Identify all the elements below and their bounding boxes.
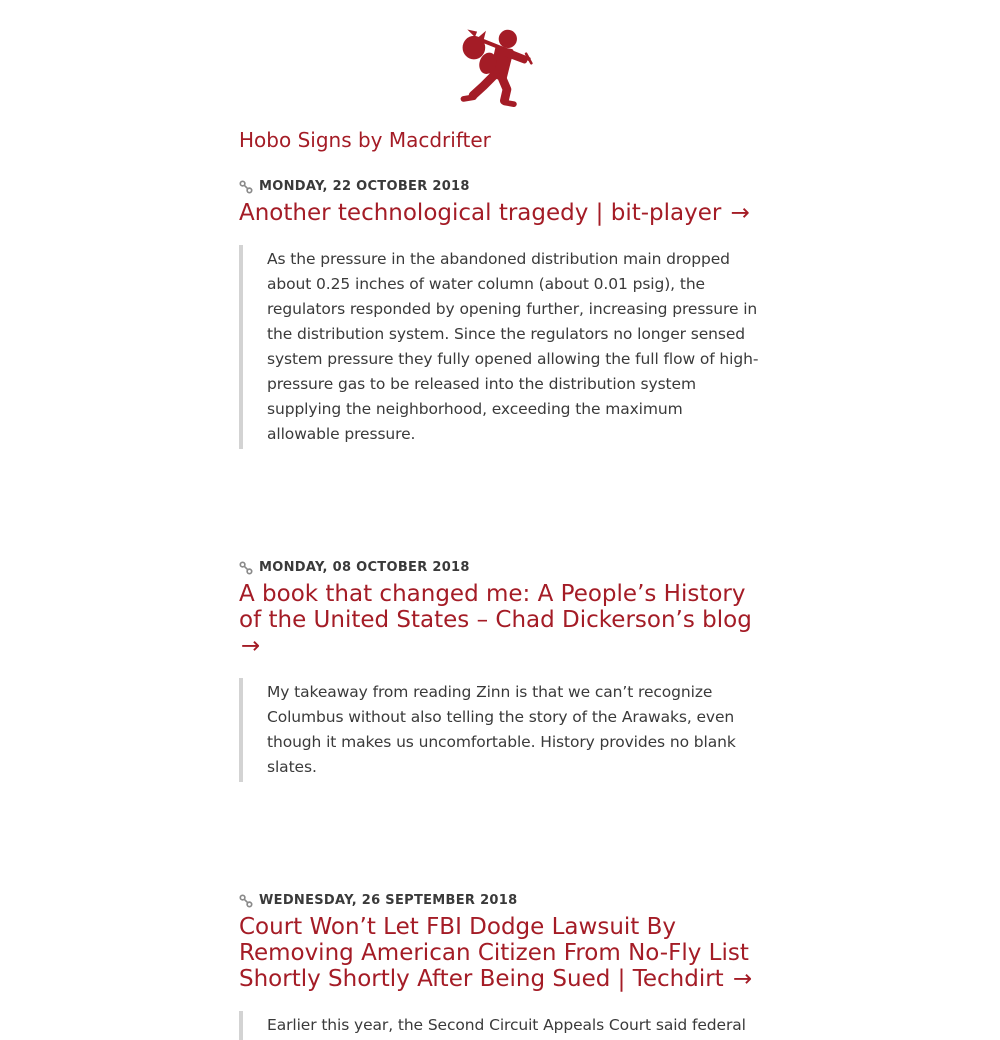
post-title-text: A book that changed me: A People’s History of the United States – Chad Dickerson’s blog <box>239 581 752 633</box>
post-date-row <box>239 893 761 908</box>
permalink-icon[interactable] <box>239 894 253 908</box>
permalink-icon[interactable] <box>239 561 253 575</box>
external-arrow-icon: → <box>730 200 750 226</box>
post-quote: My takeaway from reading Zinn is that we can’t recognize Columbus without also telling the story of the Arawaks, even though it makes us uncomfortable. History provides no blank slates. <box>239 678 759 782</box>
post-date-label: WEDNESDAY, 26 SEPTEMBER 2018 <box>259 893 518 908</box>
post-title-text: Another technological tragedy | bit-player <box>239 200 722 226</box>
post-date-label: MONDAY, 08 OCTOBER 2018 <box>259 560 470 575</box>
hobo-walking-with-bindle-icon <box>452 97 548 116</box>
site-logo-link[interactable] <box>239 25 761 116</box>
post-item <box>239 179 761 449</box>
post-list <box>239 179 761 1040</box>
post-title-link[interactable] <box>239 581 761 659</box>
site-title-link[interactable]: Hobo Signs by Macdrifter <box>239 128 491 152</box>
post-date-row <box>239 179 761 194</box>
post-quote: As the pressure in the abandoned distribution main dropped about 0.25 inches of water column (about 0.01 psig), the regulators responded by opening further, increasing pressure in the distribution system. Since the regulators no longer sensed system pressure they fully opened allowing the full flow of high-pressure gas to be released into the distribution system supplying the neighborhood, exceeding the maximum allowable pressure. <box>239 245 759 449</box>
permalink-icon[interactable] <box>239 180 253 194</box>
post-date-label: MONDAY, 22 OCTOBER 2018 <box>259 179 470 194</box>
page-container <box>239 0 761 1040</box>
external-arrow-icon: → <box>733 966 753 992</box>
post-quote: Earlier this year, the Second Circuit Appeals Court said federal <box>239 1011 759 1040</box>
post-date-row <box>239 560 761 575</box>
site-header <box>239 25 761 152</box>
post-item <box>239 893 761 1040</box>
post-item <box>239 560 761 782</box>
post-title-text: Court Won’t Let FBI Dodge Lawsuit By Removing American Citizen From No-Fly List Shortly Shortly After Being Sued | Techdirt <box>239 914 749 992</box>
post-title-link[interactable] <box>239 914 761 992</box>
post-title-link[interactable] <box>239 200 761 226</box>
external-arrow-icon: → <box>241 633 261 659</box>
